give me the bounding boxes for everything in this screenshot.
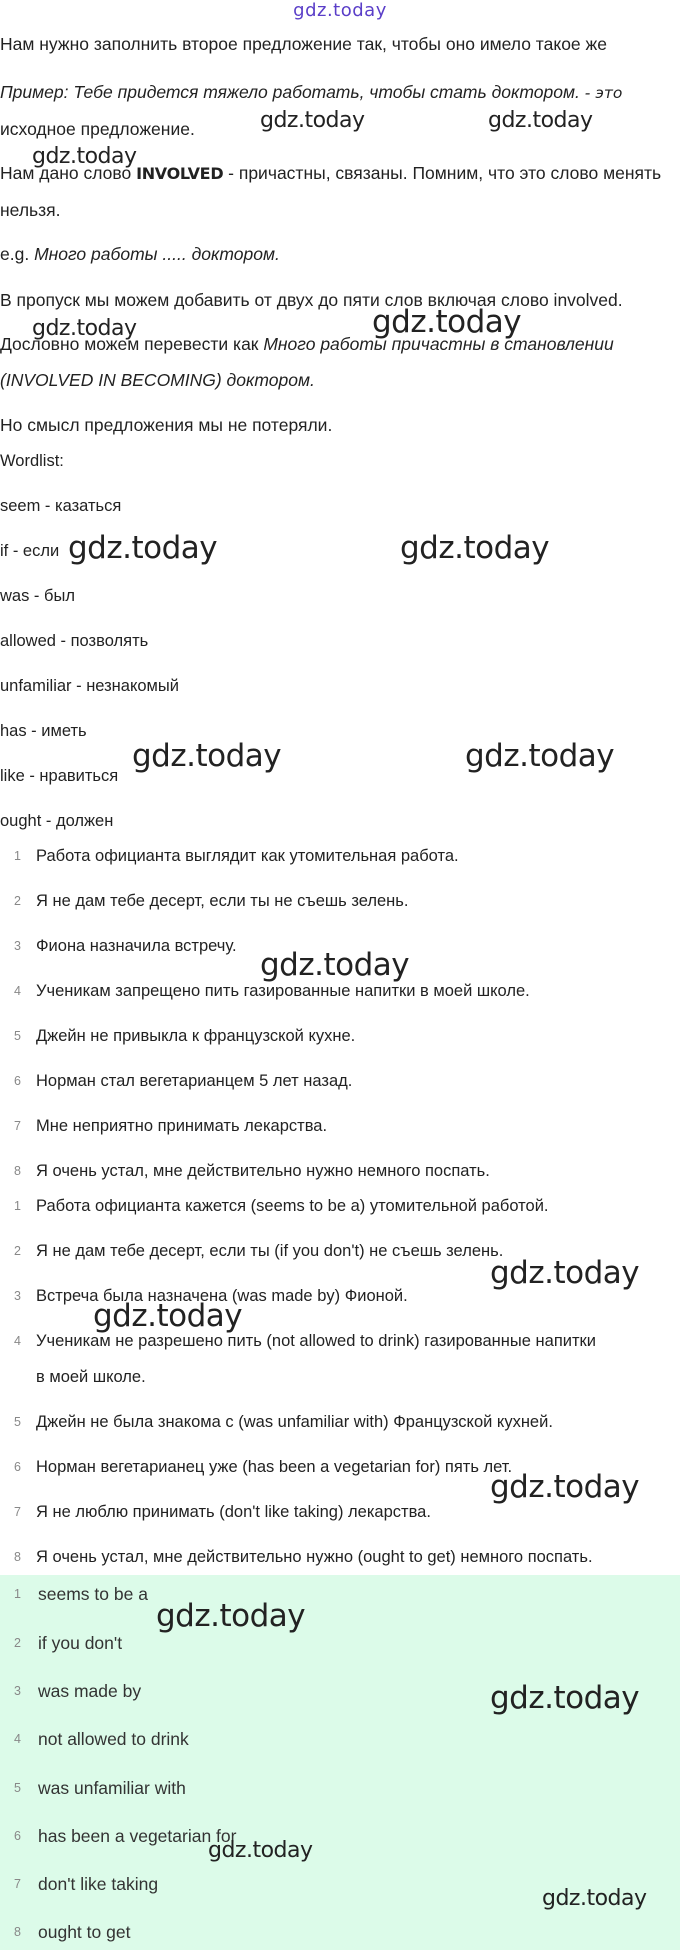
item-number: 4 [14, 984, 21, 998]
item-number: 7 [14, 1505, 21, 1519]
answer-text: seems to be a [38, 1584, 148, 1604]
sentence-text: Работа официанта выглядит как утомительная работа. [36, 847, 459, 865]
given-word-before: Нам дано слово [0, 163, 137, 183]
wordlist-item: seem - казаться [0, 497, 122, 515]
sentence-text: Работа официанта кажется (seems to be a) утомительной работой. [36, 1197, 549, 1215]
answer-text: ought to get [38, 1922, 131, 1942]
wordlist-item: has - иметь [0, 722, 87, 740]
watermark: gdz.today [260, 108, 365, 133]
sentence-text: Норман вегетарианец уже (has been a vegetarian for) пять лет. [36, 1458, 513, 1476]
sentence-text: Я очень устал, мне действительно нужно немного поспать. [36, 1162, 490, 1180]
answer-text: was unfamiliar with [38, 1778, 186, 1798]
watermark: gdz.today [32, 144, 137, 169]
item-number: 6 [14, 1074, 21, 1088]
watermark: gdz.today [542, 1886, 647, 1911]
wordlist-item: allowed - позволять [0, 632, 149, 650]
item-number: 7 [14, 1119, 21, 1133]
sentence-text: Я не дам тебе десерт, если ты не съешь зелень. [36, 892, 409, 910]
sentence-text: Я очень устал, мне действительно нужно (ought to get) немного поспать. [36, 1548, 593, 1566]
watermark: gdz.today [156, 1598, 306, 1634]
intro-text: Нам нужно заполнить второе предложение так, чтобы оно имело такое же [0, 34, 607, 54]
item-number: 8 [14, 1164, 21, 1178]
given-word: INVOLVED [136, 164, 224, 183]
sentence-line2: в моей школе. [36, 1368, 146, 1386]
watermark: gdz.today [208, 1838, 313, 1863]
item-number: 2 [14, 1636, 21, 1650]
item-number: 1 [14, 849, 21, 863]
example-tail-line2: исходное предложение. [0, 119, 195, 139]
eg-text: Много работы ..... доктором. [34, 244, 280, 264]
wordlist-item: was - был [0, 587, 75, 605]
translation-line2: (INVOLVED IN BECOMING) доктором. [0, 370, 315, 390]
item-number: 5 [14, 1029, 21, 1043]
wordlist-item: ought - должен [0, 812, 114, 830]
eg-prefix: e.g. [0, 244, 35, 264]
sentence-text: Фиона назначила встречу. [36, 937, 237, 955]
watermark: gdz.today [490, 1255, 640, 1291]
watermark: gdz.today [132, 738, 282, 774]
item-number: 1 [14, 1587, 21, 1601]
wordlist-item: if - если [0, 542, 60, 560]
item-number: 3 [14, 1289, 21, 1303]
watermark: gdz.today [400, 530, 550, 566]
sentence-text: Я не люблю принимать (don't like taking) лекарства. [36, 1503, 431, 1521]
watermark: gdz.today [93, 1298, 243, 1334]
translation-prefix: Дословно можем перевести как [0, 334, 264, 354]
sentence-text: Встреча была назначена (was made by) Фионой. [36, 1287, 408, 1305]
item-number: 2 [14, 1244, 21, 1258]
item-number: 4 [14, 1334, 21, 1348]
answer-text: if you don't [38, 1633, 123, 1653]
item-number: 6 [14, 1829, 21, 1843]
item-number: 2 [14, 894, 21, 908]
sentence-text: Мне неприятно принимать лекарства. [36, 1117, 328, 1135]
sentence-text: Ученикам запрещено пить газированные напитки в моей школе. [36, 982, 530, 1000]
example-label: Пример: Тебе придется тяжело работать, чтобы стать доктором. [0, 82, 580, 102]
watermark: gdz.today [488, 108, 593, 133]
watermark: gdz.today [490, 1680, 640, 1716]
answer-text: has been a vegetarian for [38, 1826, 237, 1846]
item-number: 3 [14, 1684, 21, 1698]
wordlist-item: like - нравиться [0, 767, 119, 785]
watermark: gdz.today [32, 316, 137, 341]
example-tail: - это [579, 84, 623, 102]
translation-line1: Много работы причастны в становлении [263, 334, 614, 354]
item-number: 4 [14, 1732, 21, 1746]
watermark: gdz.today [490, 1469, 640, 1505]
item-number: 1 [14, 1199, 21, 1213]
wordlist-title: Wordlist: [0, 452, 64, 470]
sentence-text: Джейн не была знакома с (was unfamiliar with) Французской кухней. [36, 1413, 553, 1431]
watermark: gdz.today [465, 738, 615, 774]
watermark: gdz.today [260, 947, 410, 983]
item-number: 3 [14, 939, 21, 953]
meaning-note: Но смысл предложения мы не потеряли. [0, 415, 333, 435]
item-number: 6 [14, 1460, 21, 1474]
given-word-after: - причастны, связаны. Помним, что это слово менять [223, 163, 662, 183]
item-number: 7 [14, 1877, 21, 1891]
given-word-after-line2: нельзя. [0, 200, 61, 220]
answer-text: was made by [38, 1681, 142, 1701]
sentence-line1: Ученикам не разрешено пить (not allowed to drink) газированные напитки [36, 1332, 596, 1350]
eg-line [0, 236, 678, 272]
item-number: 5 [14, 1415, 21, 1429]
wordlist-item: unfamiliar - незнакомый [0, 677, 179, 695]
answer-text: don't like taking [38, 1874, 159, 1894]
item-number: 8 [14, 1925, 21, 1939]
item-number: 5 [14, 1781, 21, 1795]
watermark: gdz.today [372, 304, 522, 340]
sentence-text: Норман стал вегетарианцем 5 лет назад. [36, 1072, 353, 1090]
watermark: gdz.today [68, 530, 218, 566]
item-number: 8 [14, 1550, 21, 1564]
answer-text: not allowed to drink [38, 1729, 189, 1749]
gap-rule: В пропуск мы можем добавить от двух до пяти слов включая слово involved. [0, 290, 623, 310]
site-logo[interactable]: gdz.today [293, 0, 387, 21]
sentence-text: Джейн не привыкла к французской кухне. [36, 1027, 356, 1045]
sentence-text: Я не дам тебе десерт, если ты (if you don't) не съешь зелень. [36, 1242, 504, 1260]
